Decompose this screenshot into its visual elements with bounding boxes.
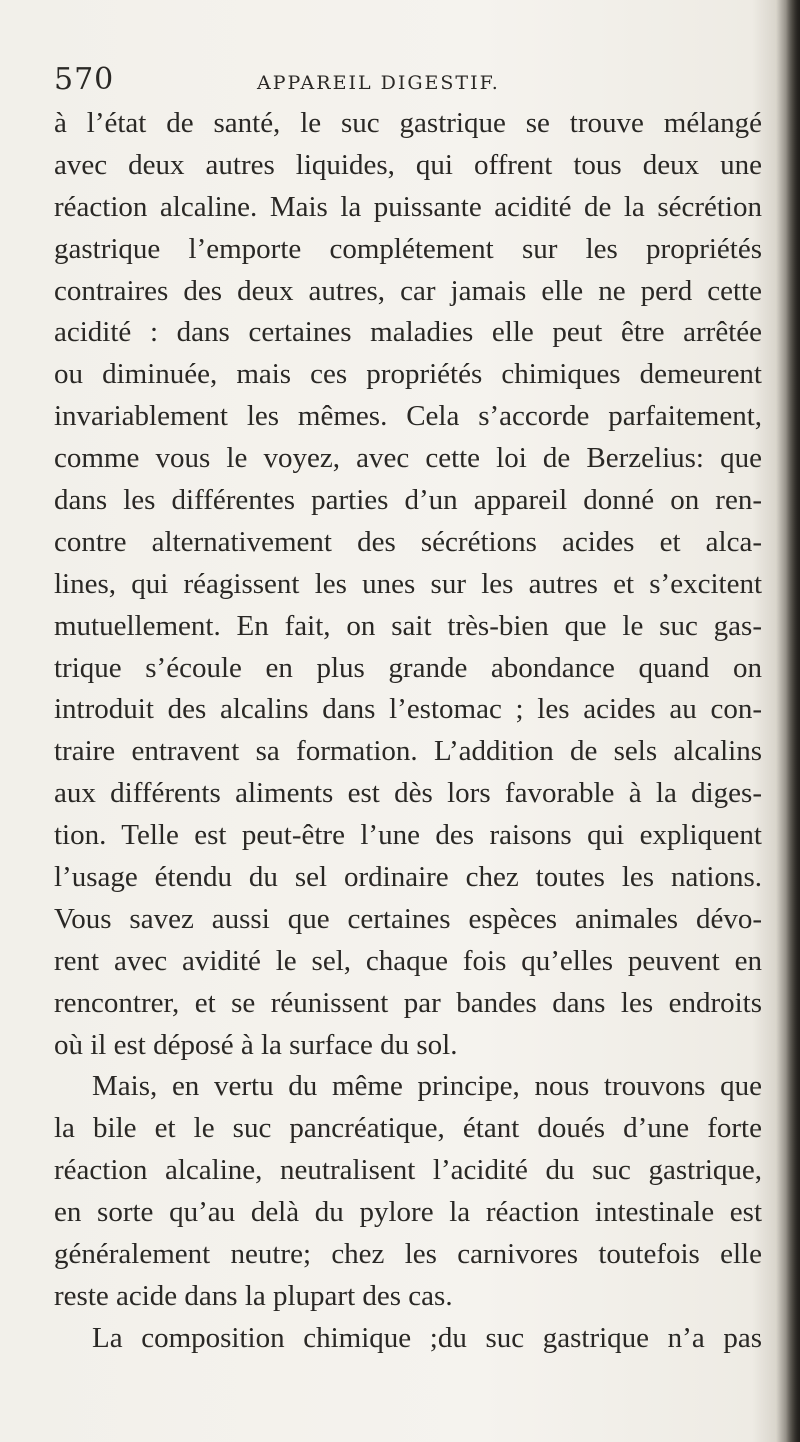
text-line: ou diminuée, mais ces propriétés chimiques demeurent [54, 358, 762, 391]
text-line: mutuellement. En fait, on sait très-bien que le suc gas- [54, 609, 762, 642]
text-line: rent avec avidité le sel, chaque fois qu’elles peuvent en [54, 944, 762, 977]
text-line: où il est déposé à la surface du sol. [54, 1028, 458, 1061]
text-line: Vous savez aussi que certaines espèces animales dévo- [54, 902, 762, 935]
text-line: lines, qui réagissent les unes sur les autres et s’excitent [54, 567, 762, 600]
text-line: dans les différentes parties d’un appareil donné on ren- [54, 484, 762, 517]
text-line: La composition chimique ;du suc gastrique n’a pas [92, 1321, 762, 1354]
text-line: introduit des alcalins dans l’estomac ; les acides au con- [54, 693, 762, 726]
text-line: rencontrer, et se réunissent par bandes dans les endroits [54, 986, 762, 1019]
text-line: gastrique l’emporte complétement sur les propriétés [54, 232, 762, 265]
text-line: Mais, en vertu du même principe, nous trouvons que [92, 1070, 762, 1103]
page-header [0, 62, 800, 102]
text-line: l’usage étendu du sel ordinaire chez toutes les nations. [54, 861, 762, 894]
text-line: la bile et le suc pancréatique, étant doués d’une forte [54, 1112, 762, 1145]
text-line: en sorte qu’au delà du pylore la réaction intestinale est [54, 1196, 762, 1229]
text-line: invariablement les mêmes. Cela s’accorde parfaitement, [54, 400, 762, 433]
text-line: traire entravent sa formation. L’addition de sels alcalins [54, 735, 762, 768]
text-line: contraires des deux autres, car jamais elle ne perd cette [54, 274, 762, 307]
text-line: généralement neutre; chez les carnivores toutefois elle [54, 1238, 762, 1271]
text-line: comme vous le voyez, avec cette loi de Berzelius: que [54, 442, 762, 475]
running-head: APPAREIL DIGESTIF. [257, 72, 500, 94]
text-line: réaction alcaline, neutralisent l’acidité du suc gastrique, [54, 1154, 762, 1187]
text-line: aux différents aliments est dès lors favorable à la diges- [54, 777, 762, 810]
text-line: avec deux autres liquides, qui offrent tous deux une [54, 148, 762, 181]
text-line: à l’état de santé, le suc gastrique se trouve mélangé [54, 107, 762, 139]
body-text [54, 103, 762, 1360]
text-line: reste acide dans la plupart des cas. [54, 1279, 453, 1312]
text-line: réaction alcaline. Mais la puissante acidité de la sécrétion [54, 190, 762, 223]
text-line: tion. Telle est peut-être l’une des raisons qui expliquent [54, 819, 762, 852]
page-edge-shadow [786, 0, 800, 1442]
text-line: acidité : dans certaines maladies elle peut être arrêtée [54, 316, 762, 349]
text-line: contre alternativement des sécrétions acides et alca- [54, 525, 762, 558]
text-line: trique s’écoule en plus grande abondance quand on [54, 651, 762, 684]
page-number: 570 [54, 62, 115, 97]
